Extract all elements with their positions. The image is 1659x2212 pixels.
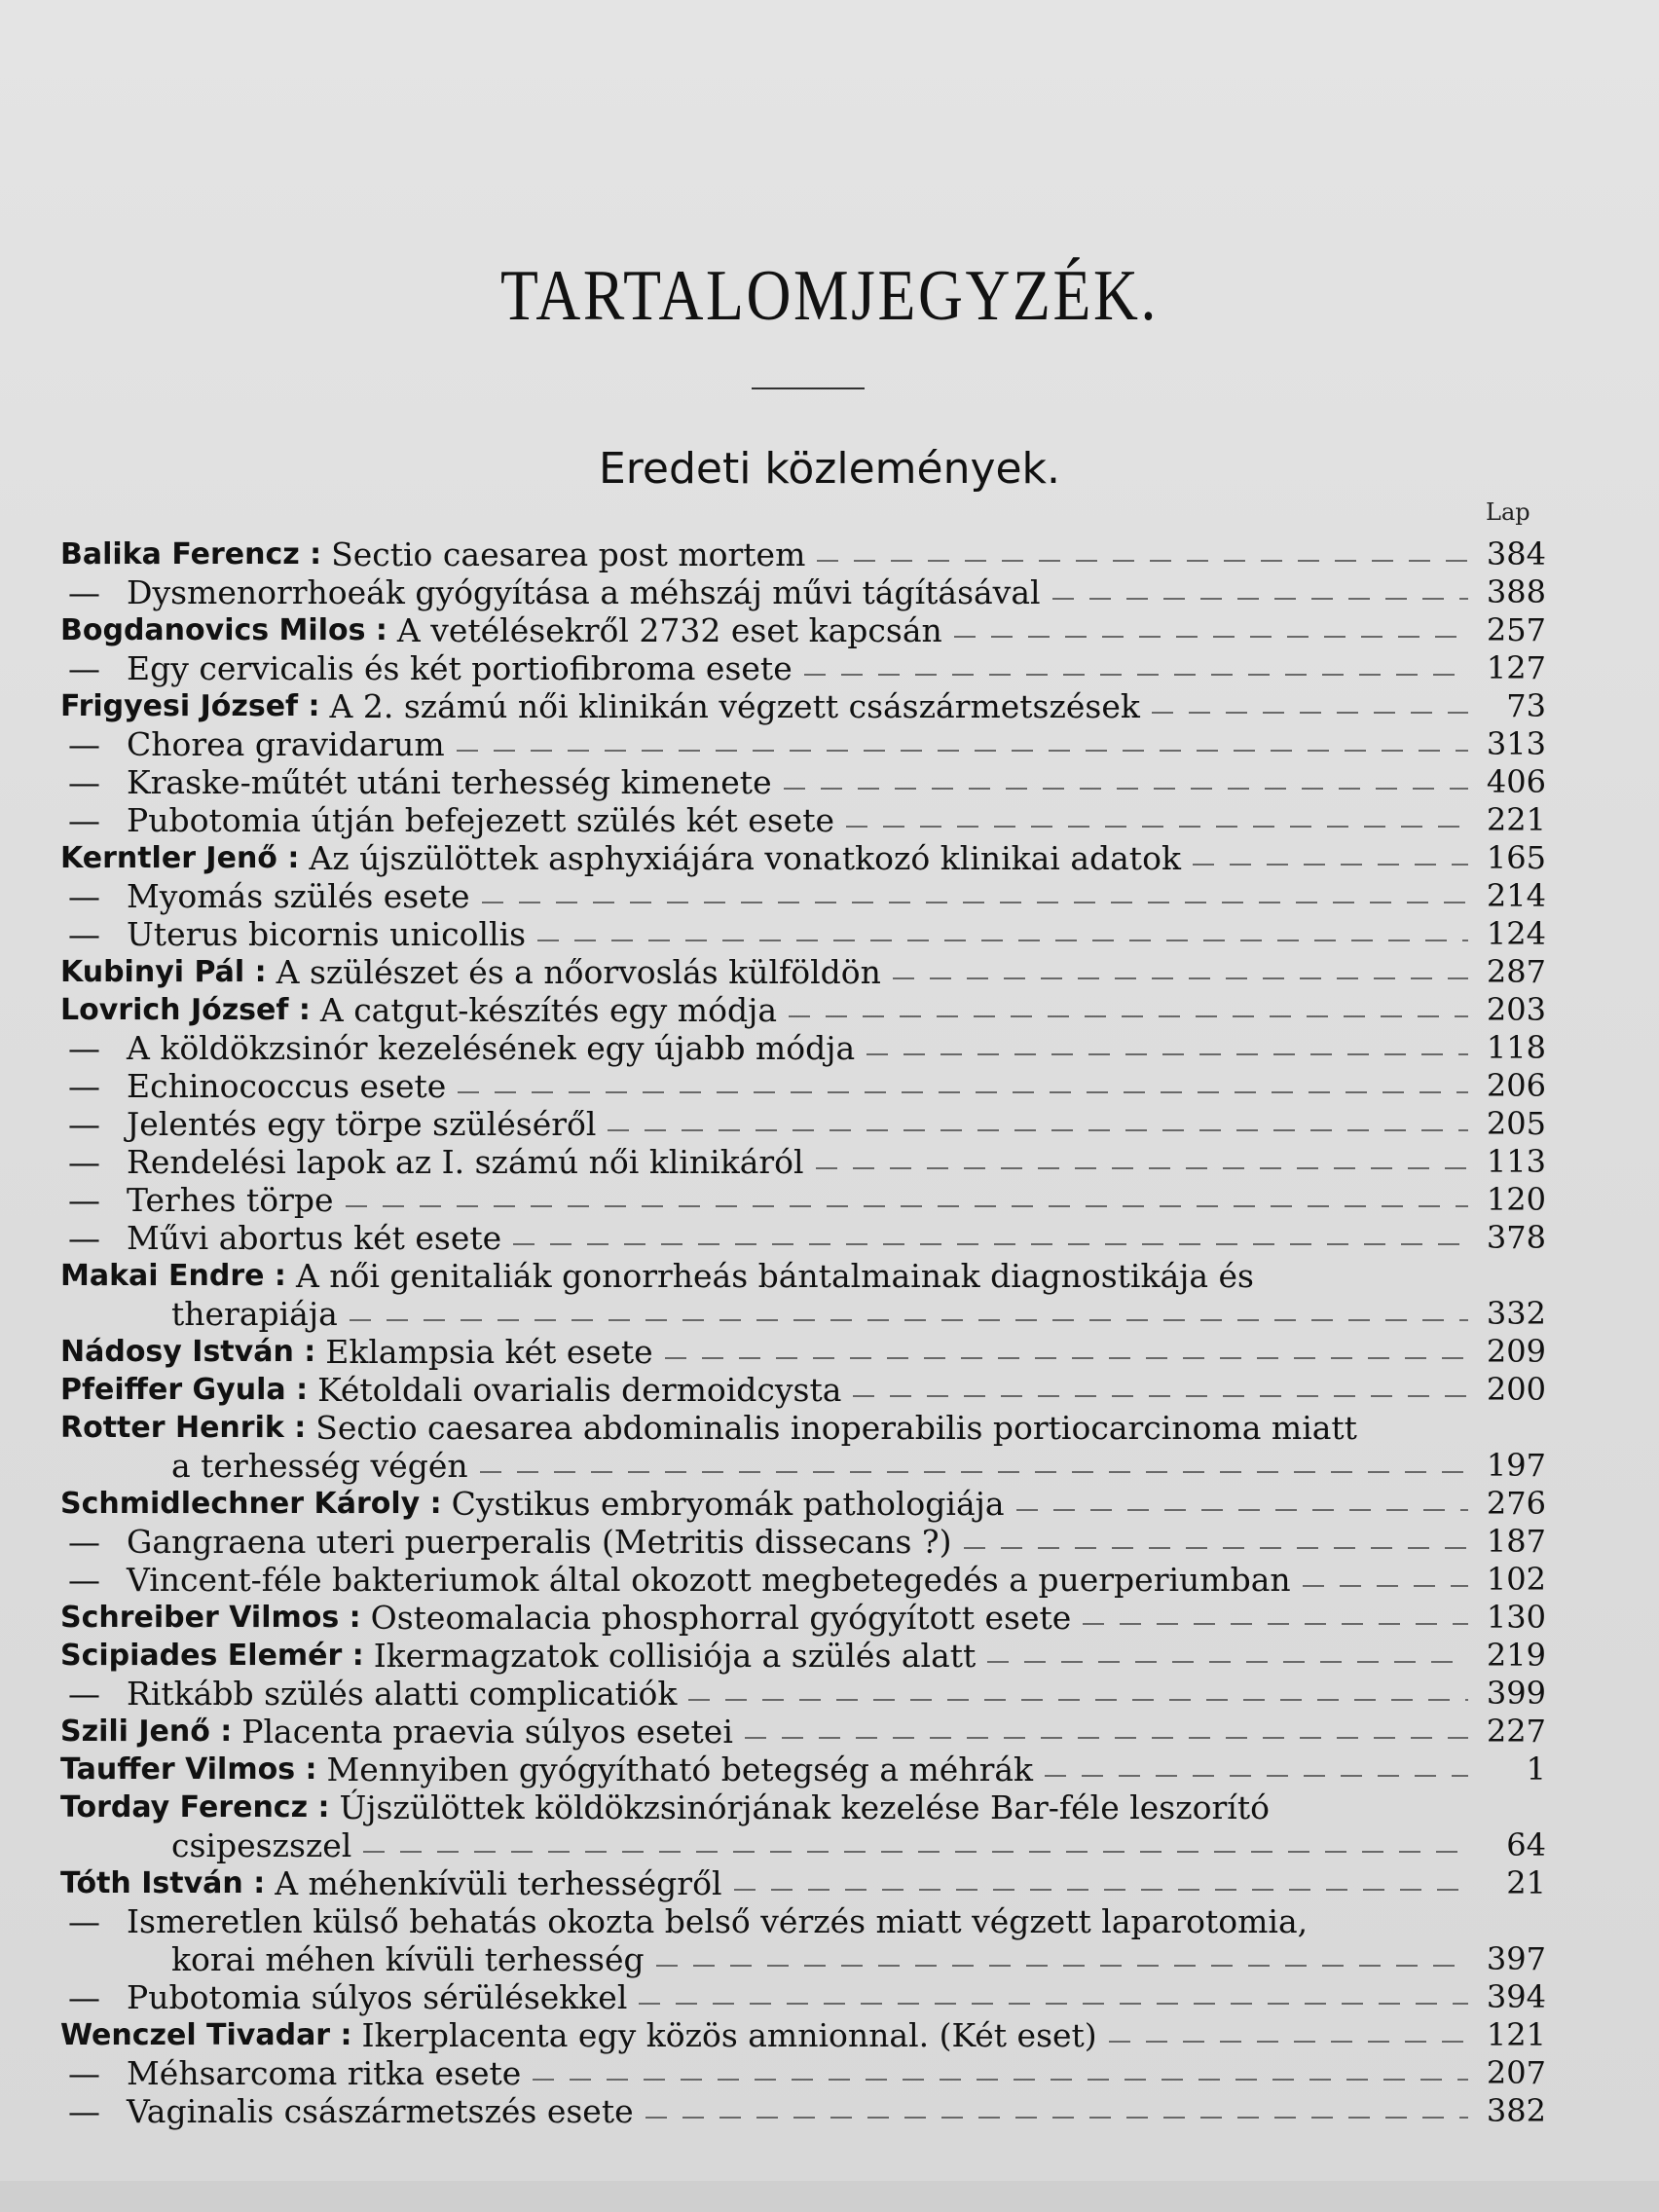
author-name: Bogdanovics Milos : xyxy=(60,613,387,647)
page-number: 394 xyxy=(1486,1978,1546,2015)
page-number: 221 xyxy=(1486,801,1546,838)
toc-entry xyxy=(60,1864,1546,1902)
dot-leader xyxy=(789,1015,1468,1017)
toc-entry-continuation xyxy=(60,1295,1546,1333)
bottom-edge xyxy=(0,2181,1659,2212)
toc-entry xyxy=(60,1599,1546,1637)
author-name: Schmidlechner Károly : xyxy=(60,1487,442,1521)
dot-leader xyxy=(533,2079,1468,2081)
author-name: Makai Endre : xyxy=(60,1259,286,1293)
continuation-dash: — xyxy=(68,915,100,953)
author-name: Szili Jenő : xyxy=(60,1714,233,1749)
dot-leader xyxy=(1303,1585,1468,1587)
dot-leader xyxy=(1045,1775,1468,1777)
dot-leader xyxy=(804,674,1468,676)
work-title: Pubotomia súlyos sérülésekkel xyxy=(127,1978,628,2016)
toc-entry xyxy=(60,573,1546,611)
page-number: 21 xyxy=(1506,1864,1546,1901)
page-number: 382 xyxy=(1486,2092,1546,2129)
page-number: 187 xyxy=(1486,1523,1546,1560)
dot-leader xyxy=(817,560,1468,562)
toc-entry xyxy=(60,801,1546,839)
dot-leader xyxy=(866,1053,1468,1055)
dot-leader xyxy=(656,1965,1468,1967)
toc-entry xyxy=(60,535,1546,573)
continuation-dash: — xyxy=(68,1067,100,1105)
author-name: Nádosy István : xyxy=(60,1335,316,1369)
page-number: 388 xyxy=(1486,573,1546,610)
toc-entry xyxy=(60,1978,1546,2016)
toc-entry xyxy=(60,991,1546,1029)
author-name: Scipiades Elemér : xyxy=(60,1639,364,1673)
page-number: 120 xyxy=(1486,1181,1546,1218)
work-title: Ismeretlen külső behatás okozta belső vérzés miatt végzett laparotomia, xyxy=(127,1902,1309,1940)
page-number: 207 xyxy=(1486,2054,1546,2091)
toc-entry xyxy=(60,1181,1546,1219)
toc-entry-continuation xyxy=(60,1826,1546,1864)
page-number: 206 xyxy=(1486,1067,1546,1104)
toc-entry xyxy=(60,2092,1546,2130)
work-title: Ikerplacenta egy közös amnionnal. (Két eset) xyxy=(361,2016,1097,2054)
toc-entry xyxy=(60,1409,1546,1447)
page-number: 127 xyxy=(1486,649,1546,686)
toc-entry xyxy=(60,1485,1546,1523)
page-number: 73 xyxy=(1506,687,1546,724)
page-number: 378 xyxy=(1486,1219,1546,1256)
continuation-dash: — xyxy=(68,649,100,687)
dot-leader xyxy=(513,1243,1468,1245)
dot-leader xyxy=(482,902,1468,903)
toc-entry xyxy=(60,2016,1546,2054)
work-title: Jelentés egy törpe szüléséről xyxy=(127,1105,597,1143)
dot-leader xyxy=(816,1167,1468,1169)
work-title: Sectio caesarea abdominalis inoperabilis portiocarcinoma miatt xyxy=(315,1409,1357,1447)
dot-leader xyxy=(665,1357,1468,1359)
toc-entry xyxy=(60,2054,1546,2092)
toc-entry xyxy=(60,839,1546,877)
dot-leader xyxy=(1193,864,1468,866)
work-title: A catgut-készítés egy módja xyxy=(319,991,777,1029)
work-title-continuation: therapiája xyxy=(171,1295,338,1333)
toc-entry xyxy=(60,953,1546,991)
toc-entry xyxy=(60,1105,1546,1143)
author-name: Rotter Henrik : xyxy=(60,1411,307,1445)
work-title: Ikermagzatok collisiója a szülés alatt xyxy=(373,1637,977,1675)
work-title: Terhes törpe xyxy=(127,1181,334,1219)
dot-leader xyxy=(1052,598,1468,600)
author-name: Schreiber Vilmos : xyxy=(60,1601,361,1635)
work-title: Rendelési lapok az I. számú női klinikáról xyxy=(127,1143,804,1181)
work-title: Vaginalis császármetszés esete xyxy=(127,2092,634,2130)
work-title: Az újszülöttek asphyxiájára vonatkozó klinikai adatok xyxy=(309,839,1181,877)
page-number: 124 xyxy=(1486,915,1546,952)
work-title-continuation: a terhesség végén xyxy=(171,1447,468,1485)
continuation-dash: — xyxy=(68,1143,100,1181)
section-heading: Eredeti közlemények. xyxy=(598,444,1061,494)
continuation-dash: — xyxy=(68,1523,100,1561)
continuation-dash: — xyxy=(68,573,100,611)
author-name: Tóth István : xyxy=(60,1866,266,1900)
dot-leader xyxy=(346,1205,1468,1207)
author-name: Frigyesi József : xyxy=(60,689,320,723)
page-number: 219 xyxy=(1486,1637,1546,1674)
work-title-continuation: csipeszszel xyxy=(171,1826,352,1864)
page-number: 406 xyxy=(1486,763,1546,800)
dot-leader xyxy=(1109,2041,1468,2043)
page-number: 287 xyxy=(1486,953,1546,990)
page-number: 130 xyxy=(1486,1599,1546,1636)
work-title: Művi abortus két esete xyxy=(127,1219,502,1257)
continuation-dash: — xyxy=(68,1181,100,1219)
toc-entry xyxy=(60,649,1546,687)
continuation-dash: — xyxy=(68,1105,100,1143)
work-title: Eklampsia két esete xyxy=(325,1333,653,1371)
page-number: 276 xyxy=(1486,1485,1546,1522)
dot-leader xyxy=(893,977,1468,979)
work-title: Echinococcus esete xyxy=(127,1067,447,1105)
author-name: Tauffer Vilmos : xyxy=(60,1752,317,1787)
toc-entry xyxy=(60,1637,1546,1675)
author-name: Kerntler Jenő : xyxy=(60,841,300,875)
author-name: Wenczel Tivadar : xyxy=(60,2018,352,2052)
page-number: 384 xyxy=(1486,535,1546,572)
continuation-dash: — xyxy=(68,725,100,763)
dot-leader xyxy=(954,636,1468,638)
author-name: Pfeiffer Gyula : xyxy=(60,1373,309,1407)
toc-entry xyxy=(60,763,1546,801)
dot-leader xyxy=(363,1851,1468,1853)
page-number: 399 xyxy=(1486,1675,1546,1712)
dot-leader xyxy=(537,940,1468,941)
author-name: Lovrich József : xyxy=(60,993,311,1027)
table-of-contents xyxy=(60,535,1546,2130)
work-title: Ritkább szülés alatti complicatiók xyxy=(127,1675,678,1713)
work-title: Újszülöttek köldökzsinórjának kezelése Bar-féle leszorító xyxy=(339,1788,1270,1826)
page-number: 1 xyxy=(1526,1751,1546,1788)
continuation-dash: — xyxy=(68,1902,100,1940)
work-title: Mennyiben gyógyítható betegség a méhrák xyxy=(326,1751,1034,1788)
dot-leader xyxy=(457,750,1468,752)
dot-leader xyxy=(734,1889,1469,1891)
toc-entry xyxy=(60,1713,1546,1751)
work-title: A köldökzsinór kezelésének egy újabb módja xyxy=(127,1029,856,1067)
page-number: 102 xyxy=(1486,1561,1546,1598)
continuation-dash: — xyxy=(68,1561,100,1599)
continuation-dash: — xyxy=(68,801,100,839)
work-title: Osteomalacia phosphorral gyógyított esete xyxy=(370,1599,1072,1637)
page-number: 209 xyxy=(1486,1333,1546,1370)
toc-entry xyxy=(60,915,1546,953)
dot-leader xyxy=(480,1471,1468,1473)
continuation-dash: — xyxy=(68,763,100,801)
toc-entry xyxy=(60,1371,1546,1409)
page-number: 64 xyxy=(1506,1826,1546,1863)
dot-leader xyxy=(608,1129,1468,1131)
dot-leader xyxy=(458,1091,1468,1093)
page-column-header: Lap xyxy=(1486,498,1530,526)
toc-entry xyxy=(60,1561,1546,1599)
page-number: 118 xyxy=(1486,1029,1546,1066)
dot-leader xyxy=(350,1319,1468,1321)
toc-entry xyxy=(60,1257,1546,1295)
dot-leader xyxy=(639,2003,1468,2005)
work-title: Pubotomia útján befejezett szülés két esete xyxy=(127,801,834,839)
page-number: 197 xyxy=(1486,1447,1546,1484)
page-number: 313 xyxy=(1486,725,1546,762)
continuation-dash: — xyxy=(68,2092,100,2130)
toc-entry xyxy=(60,877,1546,915)
toc-entry-continuation xyxy=(60,1447,1546,1485)
page-number: 397 xyxy=(1486,1940,1546,1977)
toc-entry xyxy=(60,1143,1546,1181)
continuation-dash: — xyxy=(68,1675,100,1713)
page-number: 332 xyxy=(1486,1295,1546,1332)
page-number: 205 xyxy=(1486,1105,1546,1142)
toc-entry xyxy=(60,1067,1546,1105)
work-title: A szülészet és a nőorvoslás külföldön xyxy=(276,953,881,991)
page-number: 214 xyxy=(1486,877,1546,914)
work-title: Placenta praevia súlyos esetei xyxy=(241,1713,733,1751)
page-number: 113 xyxy=(1486,1143,1546,1180)
toc-entry xyxy=(60,1788,1546,1826)
toc-entry xyxy=(60,611,1546,649)
toc-entry-continuation xyxy=(60,1940,1546,1978)
work-title: Méhsarcoma ritka esete xyxy=(127,2054,522,2092)
author-name: Kubinyi Pál : xyxy=(60,955,267,989)
dot-leader xyxy=(987,1661,1468,1663)
work-title: Kétoldali ovarialis dermoidcysta xyxy=(317,1371,842,1409)
work-title: A női genitaliák gonorrheás bántalmainak diagnostikája és xyxy=(295,1257,1254,1295)
toc-entry xyxy=(60,1219,1546,1257)
dot-leader xyxy=(745,1737,1468,1739)
work-title: A méhenkívüli terhességről xyxy=(275,1864,722,1902)
dot-leader xyxy=(645,2117,1468,2119)
toc-entry xyxy=(60,1523,1546,1561)
dot-leader xyxy=(1083,1623,1468,1625)
dot-leader xyxy=(688,1699,1468,1701)
toc-entry xyxy=(60,687,1546,725)
toc-entry xyxy=(60,1902,1546,1940)
work-title-continuation: korai méhen kívüli terhesség xyxy=(171,1940,645,1978)
continuation-dash: — xyxy=(68,2054,100,2092)
work-title: Myomás szülés esete xyxy=(127,877,470,915)
work-title: Kraske-műtét utáni terhesség kimenete xyxy=(127,763,772,801)
work-title: Gangraena uteri puerperalis (Metritis dissecans ?) xyxy=(127,1523,952,1561)
page-number: 121 xyxy=(1486,2016,1546,2053)
page-number: 257 xyxy=(1486,611,1546,648)
continuation-dash: — xyxy=(68,877,100,915)
page-number: 203 xyxy=(1486,991,1546,1028)
work-title: Egy cervicalis és két portiofibroma esete xyxy=(127,649,793,687)
work-title: Dysmenorrhoeák gyógyítása a méhszáj művi tágításával xyxy=(127,573,1041,611)
page-title: TARTALOMJEGYZÉK. xyxy=(500,256,1159,336)
dot-leader xyxy=(964,1547,1469,1549)
work-title: Chorea gravidarum xyxy=(127,725,445,763)
work-title: A vetélésekről 2732 eset kapcsán xyxy=(396,611,942,649)
dot-leader xyxy=(784,788,1468,790)
page-number: 200 xyxy=(1486,1371,1546,1408)
author-name: Torday Ferencz : xyxy=(60,1790,330,1825)
author-name: Balika Ferencz : xyxy=(60,537,322,571)
toc-entry xyxy=(60,1029,1546,1067)
work-title: Vincent-féle bakteriumok által okozott megbetegedés a puerperiumban xyxy=(127,1561,1291,1599)
title-rule xyxy=(752,387,865,389)
dot-leader xyxy=(1016,1509,1468,1511)
toc-entry xyxy=(60,1751,1546,1788)
continuation-dash: — xyxy=(68,1219,100,1257)
dot-leader xyxy=(853,1395,1468,1397)
work-title: Cystikus embryomák pathologiája xyxy=(451,1485,1005,1523)
page-number: 165 xyxy=(1486,839,1546,876)
work-title: Sectio caesarea post mortem xyxy=(331,535,806,573)
continuation-dash: — xyxy=(68,1978,100,2016)
page-number: 227 xyxy=(1486,1713,1546,1750)
dot-leader xyxy=(846,826,1468,828)
work-title: A 2. számú női klinikán végzett császármetszések xyxy=(329,687,1140,725)
continuation-dash: — xyxy=(68,1029,100,1067)
work-title: Uterus bicornis unicollis xyxy=(127,915,527,953)
toc-entry xyxy=(60,1333,1546,1371)
toc-entry xyxy=(60,1675,1546,1713)
toc-entry xyxy=(60,725,1546,763)
dot-leader xyxy=(1152,712,1468,714)
